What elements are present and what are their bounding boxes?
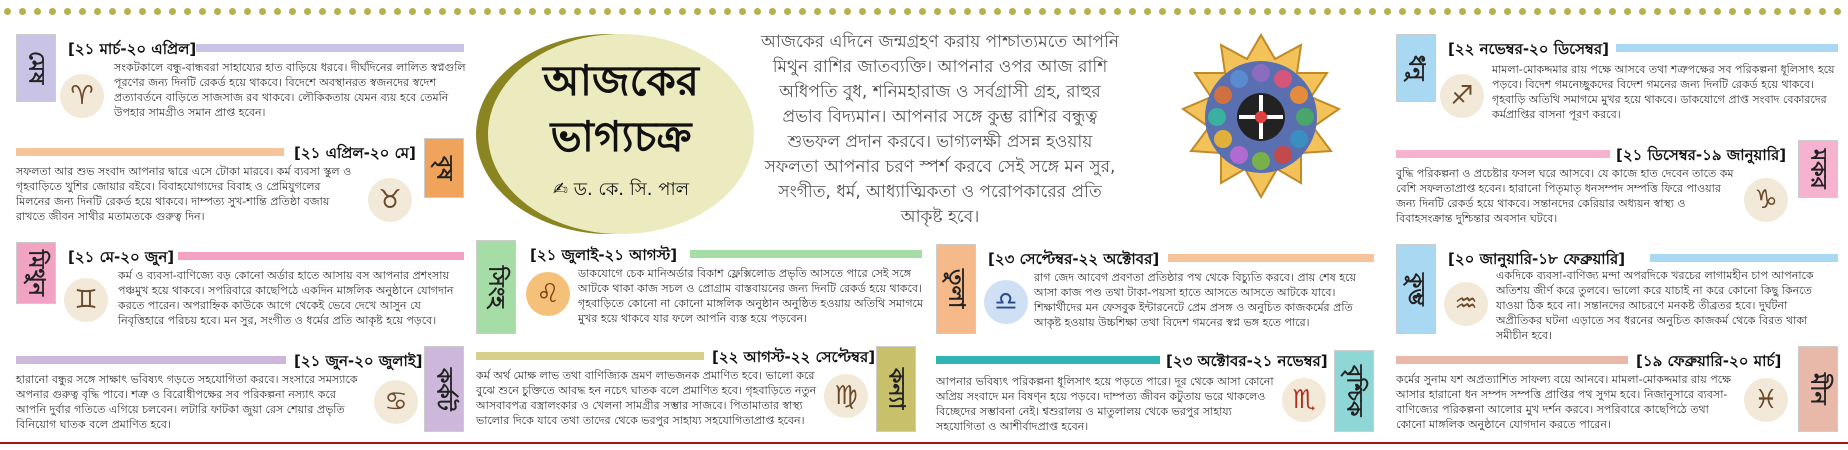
- sign-text-brishchik: আপনার ভবিষ্যৎ পরিকল্পনা ধূলিসাৎ হয়ে পড়তে পারে। দূর থেকে আসা কোনো অপ্রিয় সংবাদে মন বিষণ্ন হয়ে পড়বে। দাম্পত্য জীবন কটুতায় ভরে থাকলেও বিচ্ছেদের সম্ভাবনা নেই। শ্বশুরালয় ও মাতুলালয় থেকে ভরপুর সাহায্য সহযোগিতা ও আশীর্বাদপ্রাপ্ত হবেন।: [936, 375, 1274, 433]
- sign-bar-meen: [1396, 356, 1628, 364]
- border-dot: [169, 8, 176, 15]
- border-dot: [1414, 8, 1421, 15]
- border-dot: [319, 8, 326, 15]
- virgo-icon: ♍: [824, 374, 868, 418]
- border-dot: [1579, 8, 1586, 15]
- border-dot: [409, 8, 416, 15]
- border-dot: [1804, 8, 1811, 15]
- border-dot: [1024, 8, 1031, 15]
- sign-bar-kumbha: [1650, 254, 1838, 262]
- border-dot: [949, 8, 956, 15]
- border-dot: [889, 8, 896, 15]
- sign-bar-mesh: [196, 44, 464, 52]
- border-dot: [364, 8, 371, 15]
- sign-bar-karkat: [16, 356, 286, 364]
- border-dot: [649, 8, 656, 15]
- sign-text-makar: বুদ্ধি পরিকল্পনা ও প্রচেষ্টার ফসল ঘরে আসবে। যে কাজে হাত দেবেন তাতে কম বেশি সফলতাপ্রাপ্ত হবেন। হারানো পিতৃমাতৃ ধনসম্পদ সম্পত্তি ফিরে পাওয়ার জন্য দিনটি রেকর্ড হয়ে থাকবে। সন্তানদের কেরিয়ার অধ্যয়ন স্বাস্থ্য ও বিবাহসংক্রান্ত দুশ্চিন্তার অবসান ঘটবে।: [1396, 167, 1734, 225]
- border-dot: [334, 8, 341, 15]
- border-dot: [1114, 8, 1121, 15]
- author-name: ড. কে. সি. পাল: [573, 179, 690, 200]
- sign-bar-kanya: [476, 352, 704, 360]
- border-dot: [49, 8, 56, 15]
- border-dot: [1834, 8, 1841, 15]
- border-dot: [589, 8, 596, 15]
- sign-tile-meen: মীন: [1798, 346, 1838, 432]
- border-dot: [1699, 8, 1706, 15]
- border-dot: [844, 8, 851, 15]
- sign-text-dhanu: মামলা-মোকদ্দমার রায় পক্ষে আসবে তথা শত্রুপক্ষের সব পরিকল্পনা ধূলিসাৎ হয়ে পড়বে। বিদেশ গমনেচ্ছুকদের বিদেশ গমনের জন্য দিনটি রেকর্ড হয়ে থাকবে। গৃহবাড়ি অতিথি সমাগমে মুখর হয়ে থাকবে। ডাকযোগে প্রাপ্ত সংবাদ বেকারদের কর্মপ্রাপ্তির বাসনা পূরণ করবে।: [1492, 63, 1835, 121]
- sign-date-dhanu: [২২ নভেম্বর-২০ ডিসেম্বর]: [1448, 40, 1609, 58]
- border-dot: [634, 8, 641, 15]
- sign-date-mesh: [২১ মার্চ-২০ এপ্রিল]: [68, 40, 197, 58]
- border-dot: [559, 8, 566, 15]
- border-dot: [769, 8, 776, 15]
- bottom-rule: [0, 442, 1848, 444]
- border-dot: [664, 8, 671, 15]
- border-dot: [994, 8, 1001, 15]
- gemini-icon: ♊: [64, 278, 108, 322]
- border-dot: [1519, 8, 1526, 15]
- border-dot: [1294, 8, 1301, 15]
- border-dot: [1309, 8, 1316, 15]
- border-dot: [1459, 8, 1466, 15]
- border-dot: [139, 8, 146, 15]
- border-dot: [544, 8, 551, 15]
- border-dot: [1429, 8, 1436, 15]
- page-title-line2: ভাগ্যচক্র: [550, 112, 692, 161]
- sign-date-karkat: [২১ জুন-২০ জুলাই]: [294, 352, 423, 370]
- border-dot: [1279, 8, 1286, 15]
- border-dot: [199, 8, 206, 15]
- sign-date-meen: [১৯ ফেব্রুয়ারি-২০ মার্চ]: [1636, 352, 1782, 370]
- sign-text-karkat: হারানো বন্ধুর সঙ্গে সাক্ষাৎ ভবিষ্যৎ গড়তে সহযোগিতা করবে। সংসারে সমস্যাকে অপনার গুরুত্ব বৃদ্ধি পাবে। শত্রু ও বিরোধীপক্ষের সব পরিকল্পনা নস্যাৎ করে আপনি দুর্বার গতিতে এগিয়ে চলবেন। লটারি ফাটকা জুয়া রেস শেয়ার প্রভৃতি বিনিয়োগ ঘাতক বলে প্রমাণিত হবে।: [16, 373, 358, 431]
- border-dot: [1219, 8, 1226, 15]
- border-dot: [514, 8, 521, 15]
- sign-date-kanya: [২২ আগস্ট-২২ সেপ্টেম্বর]: [712, 348, 876, 366]
- sign-date-brish: [২১ এপ্রিল-২০ মে]: [294, 144, 416, 162]
- border-dot: [1384, 8, 1391, 15]
- border-dot: [1789, 8, 1796, 15]
- border-dot: [244, 8, 251, 15]
- border-dot: [979, 8, 986, 15]
- sign-date-mithun: [২১ মে-২০ জুন]: [68, 248, 175, 266]
- border-dot: [214, 8, 221, 15]
- sign-date-kumbha: [২০ জানুয়ারি-১৮ ফেব্রুয়ারি]: [1448, 250, 1626, 268]
- sign-bar-tula: [1168, 254, 1374, 262]
- sign-tile-kumbha: কুম্ভ: [1396, 244, 1436, 334]
- border-dot: [1714, 8, 1721, 15]
- border-dot: [1639, 8, 1646, 15]
- aquarius-icon: ♒: [1444, 282, 1488, 326]
- border-dot: [1744, 8, 1751, 15]
- capricorn-icon: ♑: [1744, 178, 1788, 222]
- border-dot: [289, 8, 296, 15]
- border-dot: [859, 8, 866, 15]
- border-dot: [304, 8, 311, 15]
- border-dot: [154, 8, 161, 15]
- border-dot: [1099, 8, 1106, 15]
- border-dot: [1774, 8, 1781, 15]
- sign-tile-tula: তুলা: [936, 244, 976, 334]
- border-dot: [454, 8, 461, 15]
- border-dot: [1609, 8, 1616, 15]
- border-dot: [1594, 8, 1601, 15]
- border-dot: [79, 8, 86, 15]
- border-dot: [274, 8, 281, 15]
- border-dot: [1174, 8, 1181, 15]
- border-dot: [1759, 8, 1766, 15]
- border-dot: [1564, 8, 1571, 15]
- sign-bar-brish: [16, 148, 284, 156]
- taurus-icon: ♉: [368, 178, 412, 222]
- leo-icon: ♌: [526, 272, 570, 316]
- border-dot: [439, 8, 446, 15]
- border-dot: [679, 8, 686, 15]
- pisces-icon: ♓: [1744, 378, 1788, 422]
- border-dot: [1204, 8, 1211, 15]
- sign-text-kumbha: একদিকে ব্যবসা-বাণিজ্য মন্দা অপরদিকে খরচের লাগামহীন চাপ আপনাকে অতিশয় জীর্ণ করে তুলবে। ভালো করে যাচাই না করে কোনো কিছু কিনতে যাওয়া ঠিক হবে না। সন্তানদের আচরণে মনকষ্ট তীব্রতর হবে। দুর্ঘটনা অপ্রীতিকর ঘটনা এড়াতে সব ধরনের অনুচিত কাজকর্ম থেকে বিরত থাকা সমীচীন হবে।: [1496, 269, 1814, 342]
- sign-text-meen: কর্মের সুনাম যশ অপ্রত্যাশিত সাফল্য বয়ে আনবে। মামলা-মোকদ্দমার রায় পক্ষে আসার হারানো ধন সম্পদ সম্পত্তি প্রাপ্তির পথ সুগম হবে। নিজানুসারে ব্যবসা-বাণিজ্যের পরিকল্পনা আলোর মুখ দর্শন করবে। সপরিবারে কাছেপিঠে তথা কোনো মাঙ্গলিক অনুষ্ঠানে যোগদান করতে পারেন।: [1396, 373, 1732, 431]
- sign-date-singha: [২১ জুলাই-২১ আগস্ট]: [530, 246, 678, 264]
- sign-bar-singha: [690, 250, 922, 258]
- sagittarius-icon: ♐: [1440, 74, 1484, 118]
- sign-date-brishchik: [২৩ অক্টোবর-২১ নভেম্বর]: [1166, 352, 1328, 370]
- border-dot: [1504, 8, 1511, 15]
- sign-text-mithun: কর্ম ও ব্যবসা-বাণিজ্যে বড় কোনো অর্ডার হাতে আসায় বস আপনার প্রশংসায় পঞ্চমুখ হয়ে থাকবে। সপরিবারে কাছেপিঠে একদিন মাঙ্গলিক অনুষ্ঠানে যোগদান করতে পারেন। অপরাহ্নিক কাউকে আগে থেকেই ভেবে দেখে আসুন যে নিবৃত্তিহারে পরিচয় হবে। মন সুর, সংগীত ও ধর্মের প্রতি আকৃষ্ট হয়ে পড়বে।: [118, 269, 454, 327]
- border-dot: [529, 8, 536, 15]
- border-dot: [424, 8, 431, 15]
- intro-paragraph: আজকের এদিনে জন্মগ্রহণ করায় পাশ্চাত্যমতে আপনি মিথুন রাশির জাতব্যক্তি। আপনার ওপর আজ রাশি অধিপতি বুধ, শনিমহারাজ ও সর্বগ্রাসী গ্রহ, রাহুর প্রভাব বিদ্যমান। আপনার সঙ্গে কুম্ভ রাশির বন্ধুত্ব শুভফল প্রদান করবে। ভাগ্যলক্ষী প্রসন্ন হওয়ায় সফলতা আপনার চরণ স্পর্শ করবে সেই সঙ্গে মন সুর, সংগীত, ধর্ম, আধ্যাত্মিকতা ও পরোপকারের প্রতি আকৃষ্ট হবে।: [760, 32, 1120, 227]
- cancer-icon: ♋: [374, 380, 418, 424]
- sign-tile-dhanu: ধনু: [1396, 34, 1436, 102]
- sign-bar-makar: [1396, 150, 1610, 158]
- sign-date-tula: [২৩ সেপ্টেম্বর-২২ অক্টোবর]: [988, 250, 1160, 268]
- border-dot: [4, 8, 11, 15]
- border-dot: [109, 8, 116, 15]
- sign-text-kanya: কর্ম অর্থ মোক্ষ লাভ তথা বাণিজ্যিক ভ্রমণ লাভজনক প্রমাণিত হবে। ভালো করে বুঝে শুনে চুক্তিতে আবদ্ধ হন নচেৎ ঘাতক বলে প্রমাণিত হবে। গৃহবাড়িতে নতুন আসবাবপত্র বস্ত্রালংকার ও খেলনা সামগ্রীর সম্ভার সাজবে। পিতামাতার স্বাস্থ্য ভালোর দিকে যাবে তথা তাদের থেকে ভরপুর সাহায্য সহযোগিতাপ্রাপ্ত হবেন।: [476, 369, 817, 427]
- sign-tile-singha: সিংহ: [476, 240, 516, 334]
- border-dot: [1324, 8, 1331, 15]
- border-dot: [874, 8, 881, 15]
- border-dot: [1339, 8, 1346, 15]
- border-dot: [484, 8, 491, 15]
- sign-tile-mesh: মেষ: [16, 34, 56, 102]
- sign-tile-kanya: কন্যা: [876, 346, 916, 432]
- border-dot: [694, 8, 701, 15]
- border-dot: [64, 8, 71, 15]
- border-dot: [934, 8, 941, 15]
- border-dot: [469, 8, 476, 15]
- border-dot: [379, 8, 386, 15]
- border-dot: [709, 8, 716, 15]
- sign-tile-brishchik: বৃশ্চিক: [1334, 350, 1374, 432]
- border-dot: [1684, 8, 1691, 15]
- sign-text-brish: সফলতা আর শুভ সংবাদ আপনার দ্বারে এসে টোকা মারবে। কর্ম ব্যবসা স্কুল ও গৃহবাড়িতে খুশির জোয়ার বইবে। বিবাহযোগ্যদের বিবাহ ও প্রেমিযুগলের মিলনের জন্য দিনটি রেকর্ড হয়ে থাকবে। দাম্পত্য সুখ-শান্তি প্রতিষ্ঠা বজায় রাখতে জীবন সাথীর মতামতকে গুরুত্ব দিন।: [16, 165, 352, 223]
- border-dot: [34, 8, 41, 15]
- border-dot: [1009, 8, 1016, 15]
- sign-bar-dhanu: [1616, 44, 1838, 52]
- border-dot: [1729, 8, 1736, 15]
- border-dot: [1189, 8, 1196, 15]
- border-dot: [394, 8, 401, 15]
- border-dot: [754, 8, 761, 15]
- border-dot: [619, 8, 626, 15]
- border-dot: [1144, 8, 1151, 15]
- border-dot: [1234, 8, 1241, 15]
- sign-text-tula: রাগ জেদ আবেগ প্রবণতা প্রতিষ্ঠার পথ থেকে বিচ্যুতি করবে। প্রায় শেষ হয়ে আসা কাজ পণ্ড তথা টাকা-পয়সা হাতে আসতে আসতে আটকে যাবে। শিক্ষার্থীদের মন ফেসবুক ইন্টারনেটে প্রেম প্রসঙ্গ ও অনুচিত কাজকর্মের প্রতি আকৃষ্ট হওয়ায় উচ্চশিক্ষা তথা বিদেশ গমনের স্বপ্ন ভঙ্গ হতে পারে।: [1034, 271, 1356, 329]
- border-dot: [229, 8, 236, 15]
- border-dot: [184, 8, 191, 15]
- sign-tile-mithun: মিথুন: [16, 242, 56, 304]
- border-dot: [349, 8, 356, 15]
- pen-icon: ✍: [552, 179, 568, 200]
- top-dotted-border: [0, 0, 1848, 12]
- sign-tile-makar: মকর: [1798, 140, 1838, 198]
- border-dot: [1249, 8, 1256, 15]
- border-dot: [799, 8, 806, 15]
- border-dot: [784, 8, 791, 15]
- border-dot: [19, 8, 26, 15]
- border-dot: [1474, 8, 1481, 15]
- page-title-line1: আজকের: [543, 56, 699, 105]
- author-byline: [488, 175, 754, 206]
- border-dot: [1039, 8, 1046, 15]
- border-dot: [1669, 8, 1676, 15]
- border-dot: [814, 8, 821, 15]
- border-dot: [739, 8, 746, 15]
- border-dot: [1624, 8, 1631, 15]
- border-dot: [1264, 8, 1271, 15]
- border-dot: [1084, 8, 1091, 15]
- sign-tile-brish: বৃষ: [424, 138, 464, 198]
- border-dot: [124, 8, 131, 15]
- sign-tile-karkat: কর্কট: [424, 346, 464, 432]
- border-dot: [94, 8, 101, 15]
- border-dot: [259, 8, 266, 15]
- border-dot: [1534, 8, 1541, 15]
- border-dot: [1489, 8, 1496, 15]
- border-dot: [829, 8, 836, 15]
- border-dot: [1654, 8, 1661, 15]
- aries-icon: ♈: [60, 74, 104, 118]
- border-dot: [724, 8, 731, 15]
- border-dot: [919, 8, 926, 15]
- border-dot: [1054, 8, 1061, 15]
- libra-icon: ♎: [984, 280, 1028, 324]
- border-dot: [1354, 8, 1361, 15]
- border-dot: [1549, 8, 1556, 15]
- border-dot: [604, 8, 611, 15]
- sign-bar-brishchik: [936, 356, 1160, 364]
- border-dot: [1069, 8, 1076, 15]
- sign-bar-mithun: [178, 252, 464, 260]
- border-dot: [1369, 8, 1376, 15]
- border-dot: [1159, 8, 1166, 15]
- border-dot: [1399, 8, 1406, 15]
- border-dot: [1444, 8, 1451, 15]
- border-dot: [1129, 8, 1136, 15]
- border-dot: [574, 8, 581, 15]
- border-dot: [964, 8, 971, 15]
- border-dot: [1819, 8, 1826, 15]
- sign-text-singha: ডাকযোগে চেক মানিঅর্ডার বিকাশ ফ্লেক্সিলোড প্রভৃতি আসতে পারে সেই সঙ্গে আটকে থাকা কাজ সচল ও প্রোগ্রাম বাস্তবায়নের জন্য দিনটি রেকর্ড হয়ে থাকবে। গৃহবাড়িতে কোনো না কোনো মাঙ্গলিক অনুষ্ঠান অনুষ্ঠিত হওয়ায় অতিথি সমাগমে মুখর হয়ে থাকবে যার ফলে আপনি ব্যস্ত হয়ে পড়বেন।: [578, 267, 924, 325]
- border-dot: [499, 8, 506, 15]
- border-dot: [904, 8, 911, 15]
- sign-text-mesh: সংকটকালে বন্ধু-বান্ধবরা সাহায্যের হাত বাড়িয়ে ধরবে। দীর্ঘদিনের লালিত স্বপ্নগুলি পূরণের জন্য দিনটি রেকর্ড হয়ে থাকবে। বিদেশে অবস্থানরত স্বজনদের স্বদেশ প্রত্যাবর্তনে বাড়িতে সাজসাজ রব থাকবে। লৌকিকতায় যেমন ব্যয় হবে তেমনি উপহার সামগ্রীও সমান প্রাপ্ত হবেন।: [114, 61, 466, 119]
- scorpio-icon: ♏: [1282, 378, 1326, 422]
- sign-date-makar: [২১ ডিসেম্বর-১৯ জানুয়ারি]: [1616, 146, 1787, 164]
- zodiac-wheel-icon: [1176, 32, 1346, 202]
